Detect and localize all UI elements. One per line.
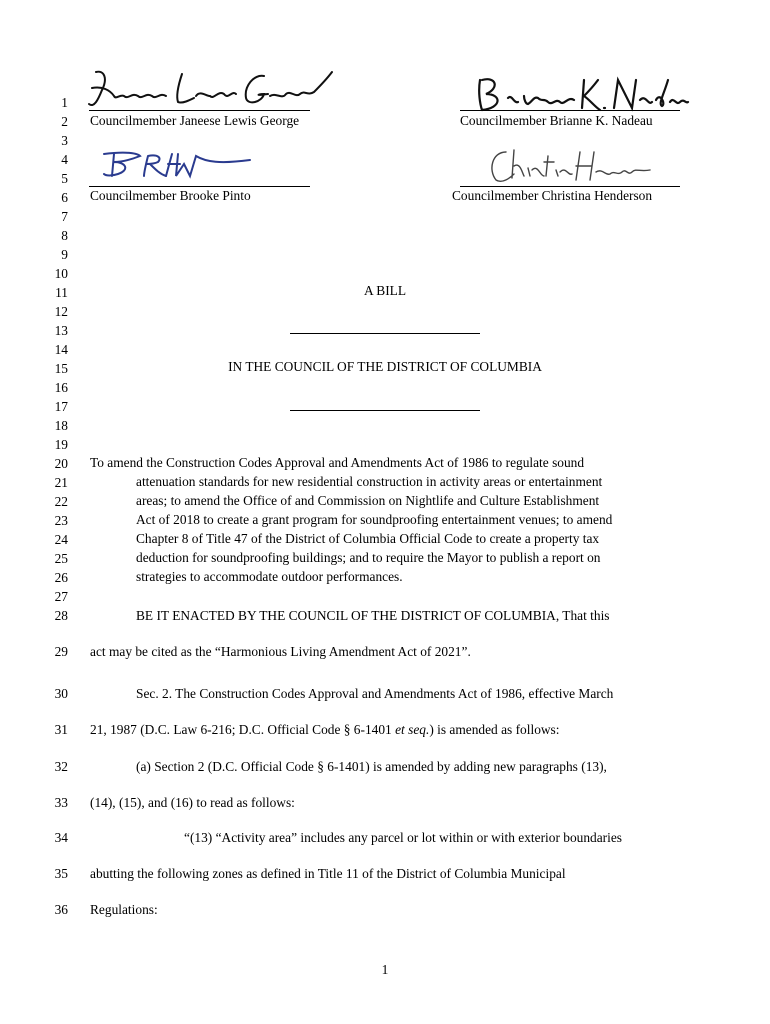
body-line: “(13) “Activity area” includes any parcel or lot within or with exterior boundaries <box>184 830 623 845</box>
body-line: 21, 1987 (D.C. Law 6-216; D.C. Official Code § 6-1401 et seq.) is amended as follows: <box>90 722 560 737</box>
line-number: 4 <box>61 152 68 167</box>
line-number: 14 <box>54 342 68 357</box>
line-number: 22 <box>54 494 68 509</box>
signature-brooke-pinto <box>100 148 256 184</box>
line-number: 26 <box>54 570 68 585</box>
line-number: 31 <box>54 722 68 737</box>
line-number: 3 <box>61 133 68 148</box>
signature-caption: Councilmember Brooke Pinto <box>90 188 251 203</box>
title-line: areas; to amend the Office of and Commission on Nightlife and Culture Establishment <box>136 493 600 508</box>
line-number: 30 <box>54 686 68 701</box>
title-line: Act of 2018 to create a grant program for soundproofing entertainment venues; to amend <box>136 512 613 527</box>
council-heading: IN THE COUNCIL OF THE DISTRICT OF COLUMBIA <box>228 359 542 374</box>
line-number: 21 <box>54 475 68 490</box>
line-number: 36 <box>54 902 68 917</box>
signature-line <box>89 186 310 187</box>
line-number: 24 <box>54 532 68 547</box>
line-number: 15 <box>54 361 68 376</box>
signature-line <box>89 110 310 111</box>
body-line: (a) Section 2 (D.C. Official Code § 6-1401) is amended by adding new paragraphs (13), <box>136 759 607 774</box>
line-number: 1 <box>61 95 68 110</box>
line-number: 18 <box>54 418 68 433</box>
line-number: 11 <box>55 285 68 300</box>
enacting-clause: BE IT ENACTED BY THE COUNCIL OF THE DISTRICT OF COLUMBIA, That this <box>136 608 610 623</box>
line-number: 13 <box>54 323 68 338</box>
page-number: 1 <box>381 962 389 977</box>
title-line: strategies to accommodate outdoor performances. <box>136 569 403 584</box>
line-number: 25 <box>54 551 68 566</box>
line-number: 29 <box>54 644 68 659</box>
body-line: abutting the following zones as defined in Title 11 of the District of Columbia Municipal <box>90 866 566 881</box>
signature-line <box>460 186 680 187</box>
title-line: To amend the Construction Codes Approval and Amendments Act of 1986 to regulate sound <box>90 455 585 470</box>
line-number: 12 <box>54 304 68 319</box>
section-heading: Sec. 2. The Construction Codes Approval and Amendments Act of 1986, effective March <box>136 686 614 701</box>
blank-line <box>290 333 480 334</box>
line-number: 16 <box>54 380 68 395</box>
line-number: 23 <box>54 513 68 528</box>
line-number: 9 <box>61 247 68 262</box>
line-number: 8 <box>61 228 68 243</box>
signature-brianne-k-nadeau <box>474 74 690 114</box>
line-number: 19 <box>54 437 68 452</box>
title-line: Chapter 8 of Title 47 of the District of Columbia Official Code to create a property tax <box>136 531 600 546</box>
body-line: act may be cited as the “Harmonious Living Amendment Act of 2021”. <box>90 644 471 659</box>
signature-christina-henderson <box>484 146 652 186</box>
title-line: deduction for soundproofing buildings; and to require the Mayor to publish a report on <box>136 550 601 565</box>
signature-caption: Councilmember Brianne K. Nadeau <box>460 113 653 128</box>
line-number: 34 <box>54 830 68 845</box>
line-number: 32 <box>54 759 68 774</box>
body-line: Regulations: <box>90 902 158 917</box>
line-number: 27 <box>54 589 68 604</box>
line-number: 28 <box>54 608 68 623</box>
line-number: 17 <box>54 399 68 414</box>
signature-caption: Councilmember Christina Henderson <box>452 188 653 203</box>
blank-line <box>290 410 480 411</box>
line-number: 33 <box>54 795 68 810</box>
signature-caption: Councilmember Janeese Lewis George <box>90 113 300 128</box>
line-number: 20 <box>54 456 68 471</box>
line-number: 5 <box>61 171 68 186</box>
line-number: 2 <box>61 114 68 129</box>
bill-heading: A BILL <box>363 283 407 298</box>
signature-janeese-lewis-george <box>86 66 336 114</box>
line-number: 35 <box>54 866 68 881</box>
title-line: attenuation standards for new residential construction in activity areas or entertainment <box>136 474 603 489</box>
line-number: 6 <box>61 190 68 205</box>
line-number: 10 <box>54 266 68 281</box>
signature-line <box>460 110 680 111</box>
body-line: (14), (15), and (16) to read as follows: <box>90 795 295 810</box>
line-number: 7 <box>61 209 68 224</box>
